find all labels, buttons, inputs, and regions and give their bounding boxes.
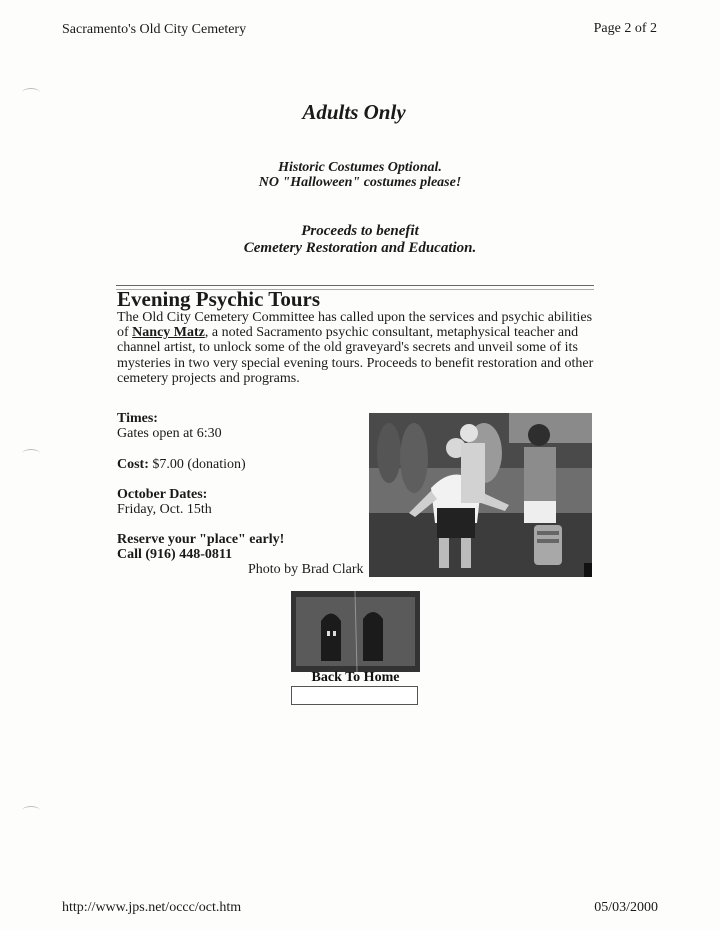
description-rest: , a noted Sacramento psychic consultant, metaphysical teacher and channel artist, to unlock some of the old graveyard's secrets and unveil some of its mysteries in two very special evening tours. Proceeds to benefit restoration and other cemetery projects and programs. (117, 325, 594, 386)
back-to-home-link[interactable]: Back To Home (311, 670, 400, 685)
cost-line (117, 457, 246, 473)
footer-url: http://www.jps.net/occc/oct.htm (62, 900, 242, 915)
scan-mark (22, 806, 40, 815)
site-title: Sacramento's Old City Cemetery (62, 22, 247, 37)
section-description (117, 310, 597, 386)
scan-mark (22, 88, 40, 97)
page-indicator: Page 2 of 2 (593, 21, 657, 36)
reserve-note: Reserve your "place" early! (117, 532, 285, 547)
home-input-box[interactable] (291, 686, 418, 705)
dates-value: Friday, Oct. 15th (117, 502, 212, 517)
photo-credit: Photo by Brad Clark (248, 562, 364, 577)
adults-only-headline: Adults Only (302, 100, 406, 124)
proceeds-line2: Cemetery Restoration and Education. (243, 240, 477, 256)
tour-photo (369, 413, 592, 577)
times-label: Times: (117, 411, 158, 426)
dates-label: October Dates: (117, 487, 208, 502)
cost-label: Cost: (117, 457, 149, 472)
costume-note-line2: NO "Halloween" costumes please! (258, 175, 462, 190)
description-intro: The Old City Cemetery Committee has called upon the services and psychic abilities of (117, 310, 593, 341)
times-value: Gates open at 6:30 (117, 426, 222, 441)
section-title: Evening Psychic Tours (117, 287, 321, 311)
costume-note-line1: Historic Costumes Optional. (278, 160, 442, 175)
scan-mark (22, 449, 40, 458)
cost-value: $7.00 (donation) (148, 457, 246, 472)
proceeds-line1: Proceeds to benefit (301, 223, 419, 239)
back-to-home-image[interactable] (291, 591, 420, 672)
call-phone: Call (916) 448-0811 (117, 547, 233, 562)
nancy-matz-link[interactable]: Nancy Matz (132, 325, 205, 341)
footer-date: 05/03/2000 (594, 900, 658, 915)
